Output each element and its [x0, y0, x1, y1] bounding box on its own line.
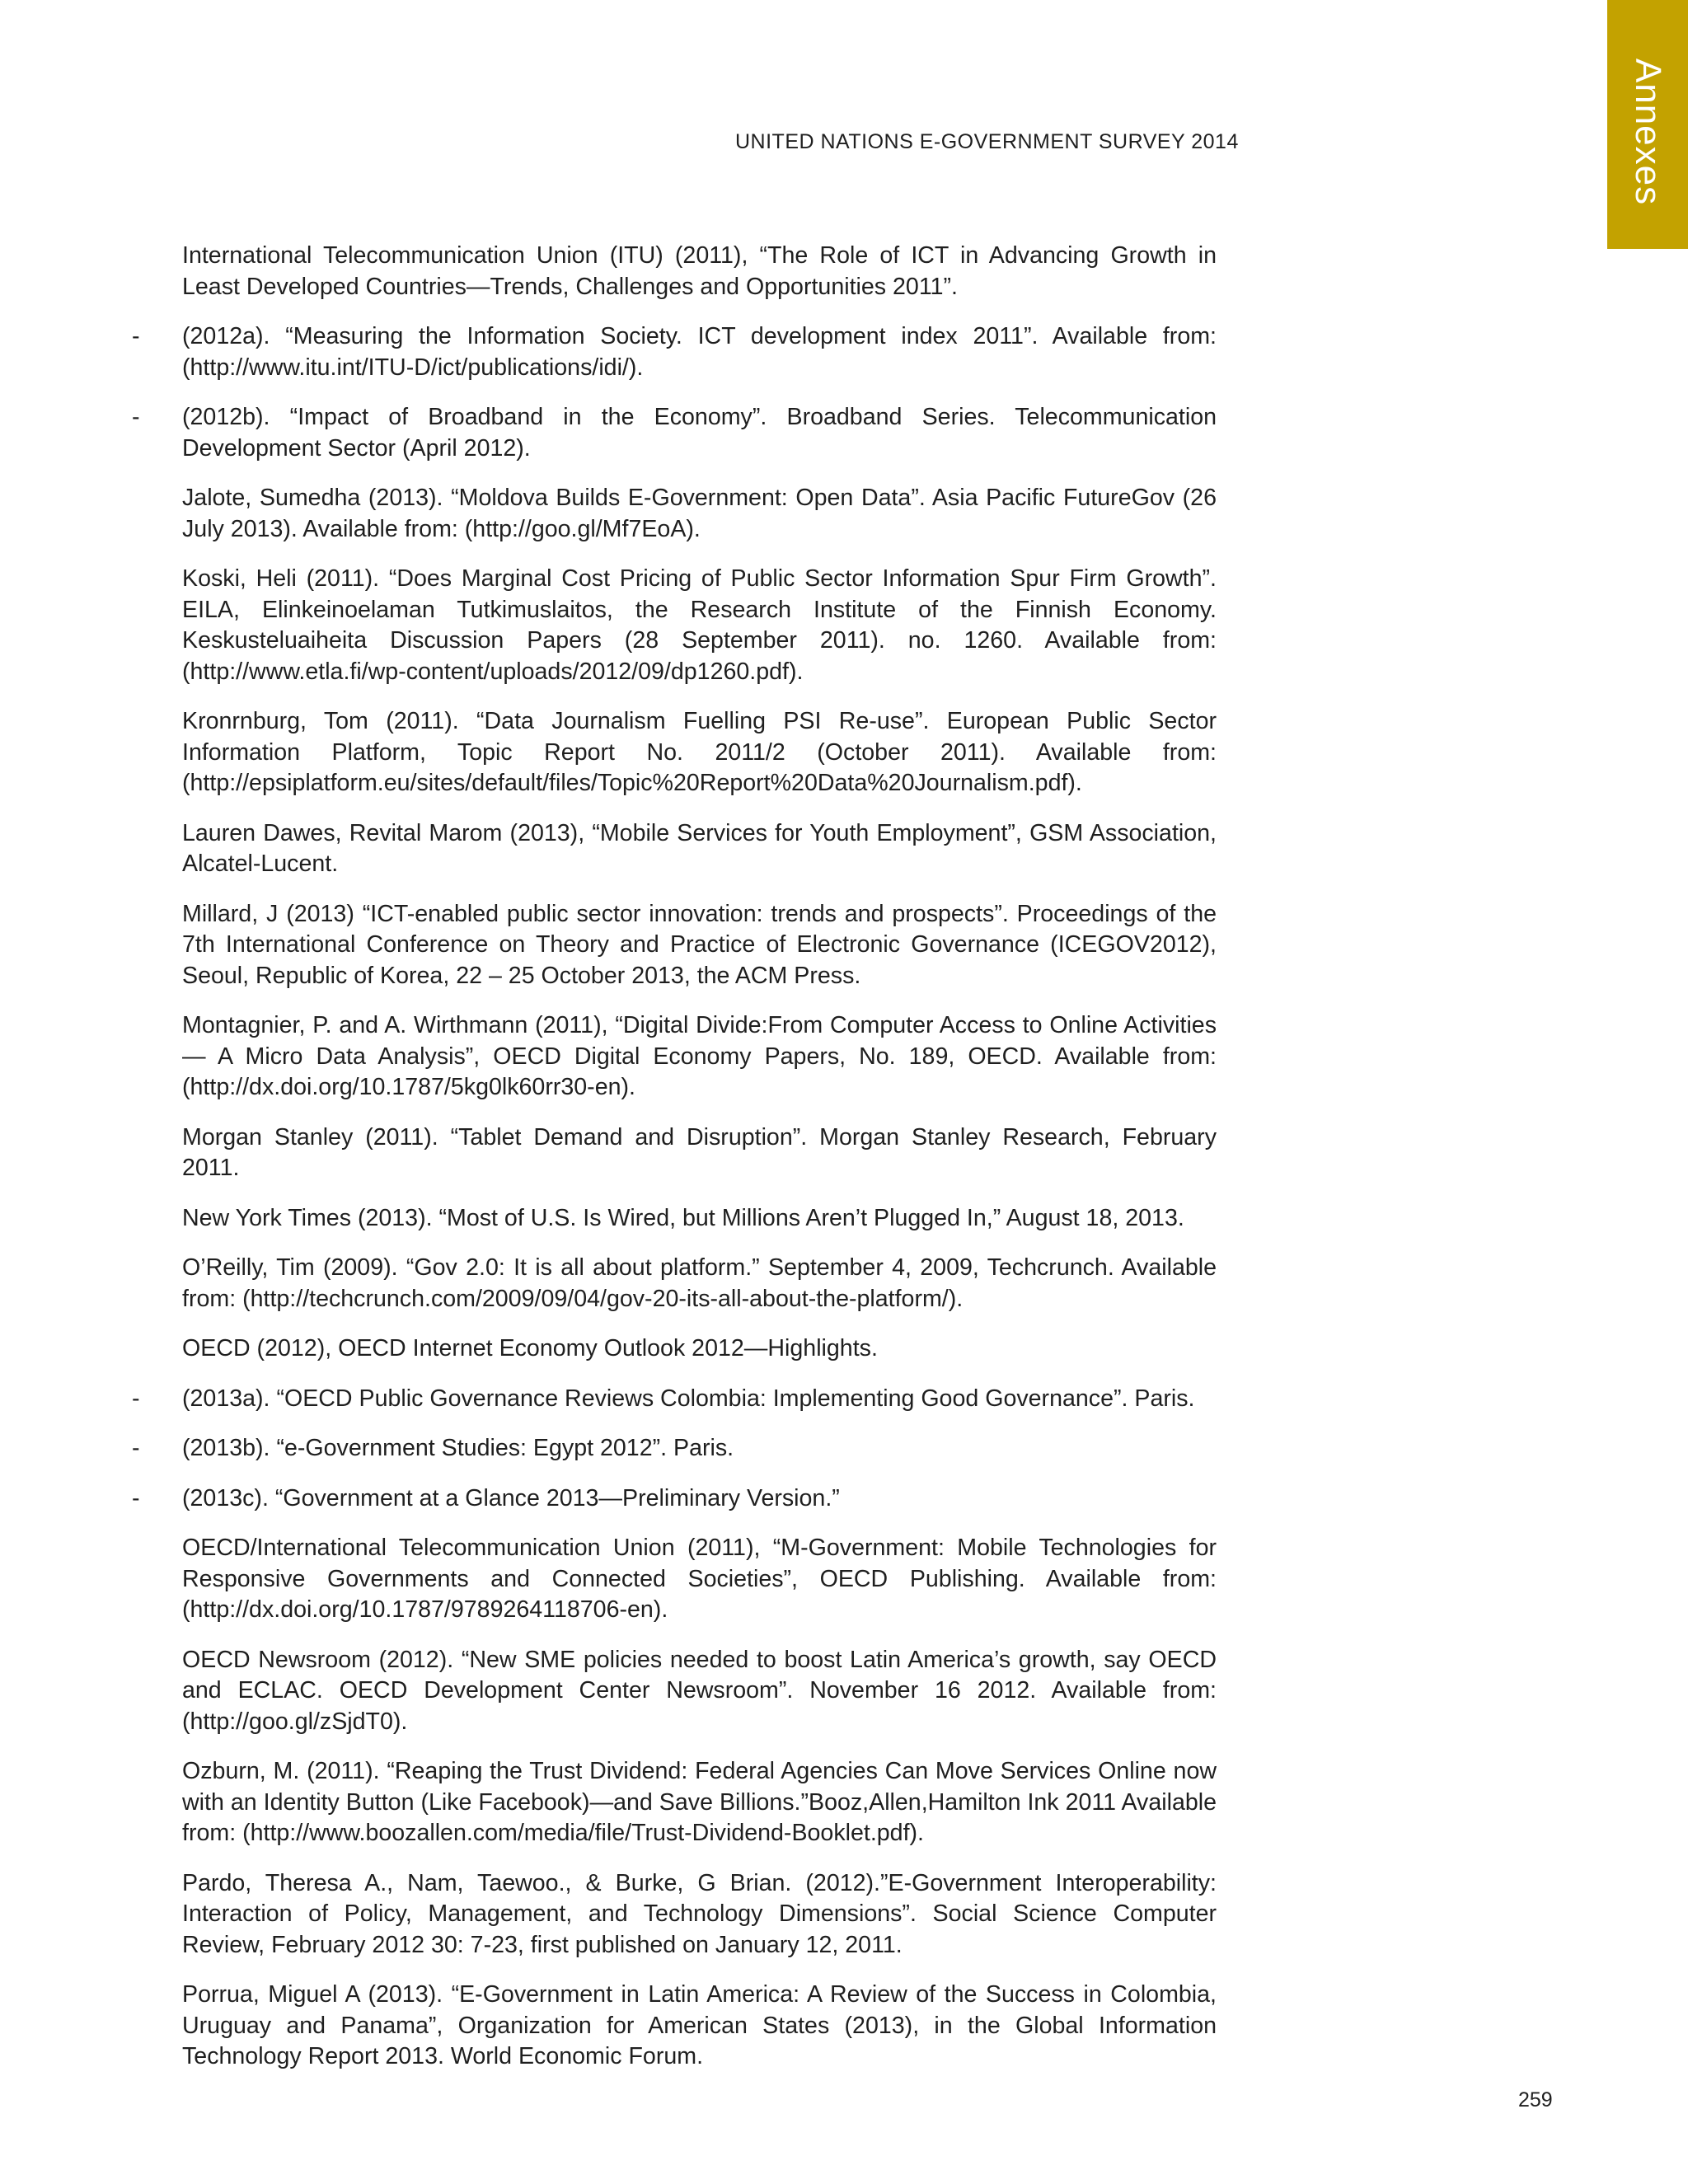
reference-dash: -: [132, 1385, 140, 1412]
reference-entry: [132, 899, 1217, 992]
reference-text: O’Reilly, Tim (2009). “Gov 2.0: It is all about platform.” September 4, 2009, Techcrunch. Available from: (http://techcrunch.com/2009/09/04/gov-20-its-all-about-the-platform/).: [182, 1254, 1217, 1312]
reference-text: Montagnier, P. and A. Wirthmann (2011), “Digital Divide:From Computer Access to Online Activities— A Micro Data Analysis”, OECD Digital Economy Papers, No. 189, OECD. Available from: (http://dx.doi.org/10.1787/5kg0lk60rr30-en).: [182, 1012, 1217, 1100]
reference-text: OECD/International Telecommunication Union (2011), “M-Government: Mobile Technologies for Responsive Governments and Connected Societies”, OECD Publishing. Available from: (http://dx.doi.org/10.1787/9789264118706-en).: [182, 1535, 1217, 1623]
section-tab: [1607, 0, 1688, 249]
reference-entry: [132, 1433, 1217, 1465]
reference-text: New York Times (2013). “Most of U.S. Is Wired, but Millions Aren’t Plugged In,” August 18, 2013.: [182, 1204, 1184, 1231]
reference-text: International Telecommunication Union (ITU) (2011), “The Role of ICT in Advancing Growth in Least Developed Countries—Trends, Challenges and Opportunities 2011”.: [182, 242, 1217, 300]
reference-text: Porrua, Miguel A (2013). “E-Government in Latin America: A Review of the Success in Colombia, Uruguay and Panama”, Organization for American States (2013), in the Global Information Technology Report 2013. World Economic Forum.: [182, 1981, 1217, 2069]
reference-entry: [132, 818, 1217, 880]
reference-entry: [132, 1645, 1217, 1738]
reference-entry: [132, 564, 1217, 687]
reference-entry: [132, 1122, 1217, 1184]
page-number: 259: [1518, 2088, 1553, 2111]
reference-text: OECD Newsroom (2012). “New SME policies needed to boost Latin America’s growth, say OECD and ECLAC. OECD Development Center Newsroom”. November 16 2012. Available from: (http://goo.gl/zSjdT0).: [182, 1646, 1217, 1735]
section-tab-label: Annexes: [1628, 58, 1668, 206]
reference-entry: [132, 1868, 1217, 1961]
reference-dash: -: [132, 404, 140, 430]
reference-entry: [132, 1384, 1217, 1415]
reference-entry: [132, 1756, 1217, 1849]
reference-dash: -: [132, 1435, 140, 1461]
reference-text: Koski, Heli (2011). “Does Marginal Cost Pricing of Public Sector Information Spur Firm Growth”. EILA, Elinkeinoelaman Tutkimuslaitos, the Research Institute of the Finnish Economy. Keskusteluaiheita Discussion Papers (28 September 2011). no. 1260. Available from: (http://www.etla.fi/wp-content/uploads/2012/09/dp1260.pdf).: [182, 565, 1217, 685]
reference-text: (2012b). “Impact of Broadband in the Economy”. Broadband Series. Telecommunication Development Sector (April 2012).: [182, 404, 1217, 462]
reference-text: (2013b). “e-Government Studies: Egypt 2012”. Paris.: [182, 1435, 734, 1461]
reference-text: (2012a). “Measuring the Information Society. ICT development index 2011”. Available from: (http://www.itu.int/ITU-D/ict/publications/idi/).: [182, 323, 1217, 381]
reference-text: Pardo, Theresa A., Nam, Taewoo., & Burke, G Brian. (2012).”E-Government Interoperability: Interaction of Policy, Management, and Technology Dimensions”. Social Science Computer Review, February 2012 30: 7-23, first published on January 12, 2011.: [182, 1869, 1217, 1958]
reference-entry: [132, 241, 1217, 302]
reference-entry: [132, 483, 1217, 545]
reference-list: [132, 241, 1217, 2092]
reference-text: (2013a). “OECD Public Governance Reviews Colombia: Implementing Good Governance”. Paris.: [182, 1385, 1195, 1412]
reference-text: OECD (2012), OECD Internet Economy Outlook 2012—Highlights.: [182, 1335, 878, 1361]
reference-text: Kronrnburg, Tom (2011). “Data Journalism Fuelling PSI Re-use”. European Public Sector Information Platform, Topic Report No. 2011/2 (October 2011). Available from: (http://epsiplatform.eu/sites/default/files/Topic%20Report%20Data%20Journalism.pdf).: [182, 708, 1217, 796]
reference-text: Millard, J (2013) “ICT-enabled public sector innovation: trends and prospects”. Proceedings of the 7th International Conference on Theory and Practice of Electronic Governance (ICEGOV2012), Seoul, Republic of Korea, 22 – 25 October 2013, the ACM Press.: [182, 900, 1217, 989]
running-header: UNITED NATIONS E-GOVERNMENT SURVEY 2014: [735, 130, 1239, 153]
reference-text: Jalote, Sumedha (2013). “Moldova Builds E-Government: Open Data”. Asia Pacific FutureGov (26 July 2013). Available from: (http://goo.gl/Mf7EoA).: [182, 485, 1217, 542]
reference-entry: [132, 1333, 1217, 1365]
reference-entry: [132, 1980, 1217, 2073]
reference-entry: [132, 1483, 1217, 1515]
reference-entry: [132, 1203, 1217, 1235]
reference-entry: [132, 321, 1217, 383]
reference-dash: -: [132, 1484, 140, 1511]
reference-entry: [132, 1253, 1217, 1315]
reference-entry: [132, 1533, 1217, 1626]
reference-text: Lauren Dawes, Revital Marom (2013), “Mobile Services for Youth Employment”, GSM Association, Alcatel-Lucent.: [182, 819, 1217, 877]
reference-text: Ozburn, M. (2011). “Reaping the Trust Dividend: Federal Agencies Can Move Services Online now with an Identity Button (Like Facebook)—and Save Billions.”Booz,Allen,Hamilton Ink 2011 Available from: (http://www.boozallen.com/media/file/Trust-Dividend-Booklet.pdf).: [182, 1758, 1217, 1846]
reference-text: (2013c). “Government at a Glance 2013—Preliminary Version.”: [182, 1484, 840, 1511]
reference-text: Morgan Stanley (2011). “Tablet Demand and Disruption”. Morgan Stanley Research, February 2011.: [182, 1123, 1217, 1181]
reference-entry: [132, 402, 1217, 464]
reference-entry: [132, 1010, 1217, 1104]
reference-dash: -: [132, 323, 140, 349]
reference-entry: [132, 706, 1217, 799]
